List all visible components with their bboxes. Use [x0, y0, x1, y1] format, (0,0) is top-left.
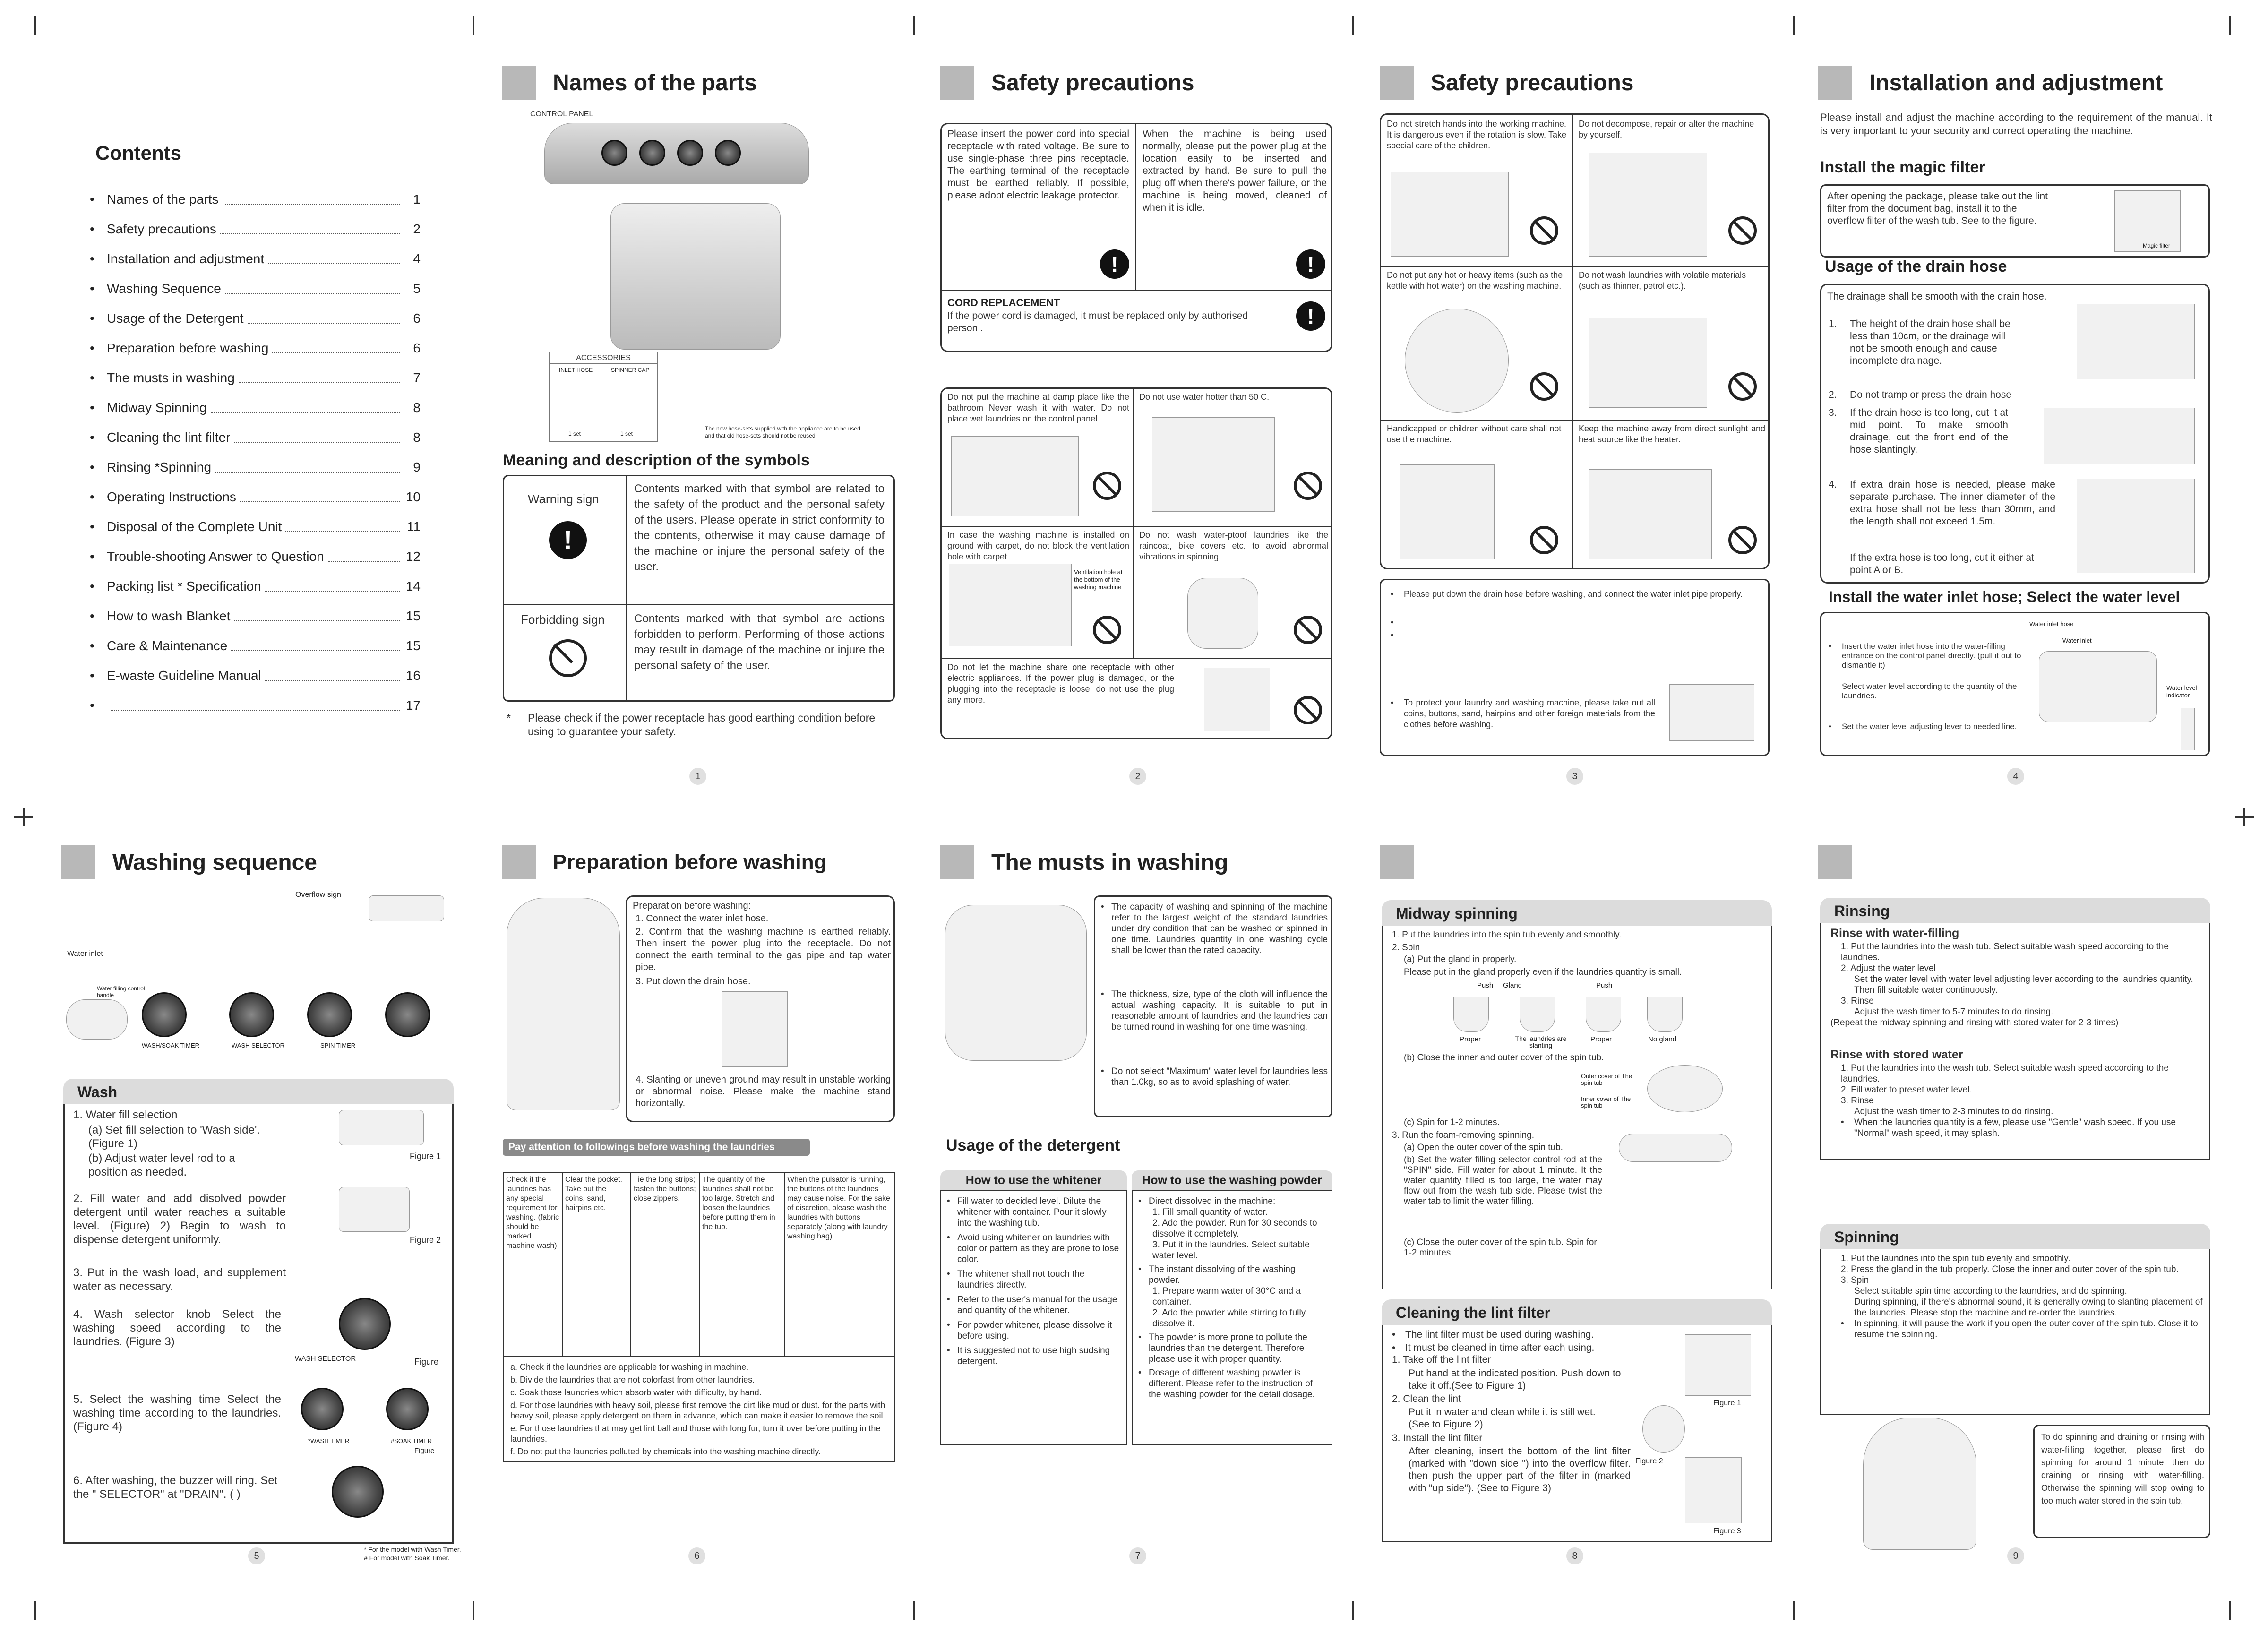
prep-2: 2. Confirm that the washing machine is earthed reliably. Then insert the power plug into the receptacle. Do not connect the earth terminal to the gas pipe and tap water pipe. — [636, 927, 891, 972]
symbols-title: Meaning and description of the symbols — [503, 451, 810, 469]
forbid-icon — [1530, 372, 1558, 401]
carpet-text: In case the washing machine is installed on ground with carpet, do not block the ventilation hole with carpet. — [947, 530, 1129, 561]
forbid-icon — [549, 639, 587, 677]
overflow-label: Overflow sign — [295, 891, 341, 899]
figure-1-illustration — [1685, 1334, 1751, 1396]
forbid-icon — [1530, 526, 1558, 554]
power-cord-box — [940, 123, 1332, 352]
water-inlet-label: Water inlet — [67, 950, 103, 958]
drain-step-2: 2. Do not tramp or press the drain hose — [1829, 389, 2012, 400]
figure-4-label: Figure — [414, 1447, 435, 1455]
rinse-water-list: 1. Put the laundries into the wash tub. Select suitable wash speed according to the laundries. 2. Adjust the water level Set the water level with water level adjusting lever according to the laundries quantity. Then fill suitable water continuously. 3. Rinse Adjust the wash timer to 5-7 minutes to do rinsing. (Repeat the midway spinning and rinsing with stored water for 2-3 times) — [1830, 942, 2193, 1028]
drain-step-4b: If the extra hose is too long, cut it either at point A or B. — [1850, 552, 2034, 576]
crop-mark — [34, 16, 36, 35]
mid-2a: (a) Put the gland in properly. — [1404, 954, 1517, 964]
hot-items-text: Do not put any hot or heavy items (such as the kettle with hot water) on the washing machine. — [1387, 270, 1563, 291]
inlet-step-1: • Insert the water inlet hose into the water-filling entrance on the control panel directly. (pull it out to dismantle it) — [1829, 642, 2021, 670]
toc-item[interactable]: • Safety precautions 2 — [90, 214, 421, 244]
crop-mark — [472, 1601, 474, 1620]
lint-header: Cleaning the lint filter — [1382, 1299, 1772, 1325]
step-4: 4. Wash selector knob Select the washing speed according to the laundries. (Figure 3) — [73, 1308, 281, 1348]
warning-icon: ! — [1296, 249, 1325, 279]
figure-1-label: Figure 1 — [410, 1152, 441, 1161]
mid-3: 3. Run the foam-removing spinning. — [1392, 1130, 1534, 1140]
handicapped-text: Handicapped or children without care shall not use the machine. — [1387, 424, 1562, 444]
wash-timer-label: *WASH TIMER — [308, 1437, 350, 1444]
step-6: 6. After washing, the buzzer will ring. Set the " SELECTOR" at "DRAIN". ( ) — [73, 1474, 278, 1501]
attn-list: a. Check if the laundries are applicable for washing in machine. b. Divide the laundries that are not colorfast from other laundries. c. Soak those laundries which absorb water with difficulty, by hand. d. For those laundries with heavy soil, please first remove the dirt like mud or dust. for the parts with heavy soil, please apply detergent on them in advance, which can make it easier to remove the soil. e. For those laundries that may get lint ball and those with long fur, turn it over before putting in the laundries. f. Do not put the laundries polluted by chemicals into the washing machine directly. — [510, 1362, 885, 1456]
forbid-label: Forbidding sign — [521, 612, 605, 627]
page-safety-2 — [1380, 64, 1805, 787]
mid-3c: (c) Close the outer cover of the spin tub. Spin for 1-2 minutes. — [1404, 1238, 1597, 1258]
figure-3-label: Figure — [414, 1357, 439, 1367]
push-label: Push — [1477, 981, 1494, 989]
page-rinsing — [1818, 843, 2243, 1566]
warning-label: Warning sign — [528, 492, 599, 506]
page-washing-sequence — [61, 843, 487, 1566]
hands-illustration — [1391, 172, 1509, 257]
gland-label: Gland — [1503, 981, 1522, 989]
toc-item[interactable]: • Names of the parts 1 — [90, 184, 421, 214]
spin-list: 1. Put the laundries into the spin tub evenly and smoothly. 2. Press the gland in the tub properly. Close the inner and outer cover of the spin tub. 3. Spin Select suitable spin time according to the laundries, and do spinning. During spinning, if there's abnormal sound, it is generally owing to slanting placement of the laundries. Please stop the machine and re-order the laundries. • In spinning, it will pause the work if you open the outer cover of the spin tub. Close it to resume the spinning. — [1841, 1254, 2203, 1340]
accessories-box — [549, 352, 658, 442]
rinse-stored-title: Rinse with stored water — [1830, 1048, 1963, 1061]
inlet-fig-label: Water inlet hose — [2029, 620, 2074, 627]
crop-mark — [2229, 16, 2231, 35]
knob-label-3: SPIN TIMER — [320, 1042, 356, 1049]
hot-water-illustration — [1152, 417, 1275, 512]
hose-note: The new hose-sets supplied with the appliance are to be used and that old hose-sets should not be reused. — [705, 425, 860, 439]
drain-step-3: 3. If the drain hose is too long, cut it at mid point. To make smooth drainage, cut the front end of the hose slantingly. — [1829, 407, 2008, 455]
page-number: 4 — [2007, 768, 2024, 785]
toc-item[interactable]: • Rinsing *Spinning 9 — [90, 452, 421, 482]
toc-item[interactable]: • Preparation before washing 6 — [90, 333, 421, 363]
spinning-box — [1820, 1249, 2210, 1415]
soak-timer-figure — [386, 1388, 429, 1430]
whitener-list: • Fill water to decided level. Dilute the whitener with container. Pour it slowly into the washing tub. • Avoid using whitener on laundries with color or pattern as they are prone to lose color. • The whitener shall not touch the laundries directly. • Refer to the user's manual for the usage and quantity of the whitener. • For powder whitener, please dissolve it before using. • It is suggested not to use high sudsing detergent. — [947, 1196, 1119, 1367]
volatile-text: Do not wash laundries with volatile materials (such as thinner, petrol etc.). — [1579, 270, 1746, 291]
foam-illustration — [1619, 1134, 1732, 1162]
toc-item[interactable]: • Usage of the Detergent 6 — [90, 303, 421, 333]
warning-icon: ! — [1100, 249, 1129, 279]
no-gland-label: No gland — [1648, 1035, 1677, 1043]
midway-header: Midway spinning — [1382, 900, 1772, 926]
lint-step-2: 2. Clean the lint — [1392, 1393, 1461, 1404]
mid-3b: (b) Set the water-filling selector control rod at the "SPIN" side. Fill water for about 1 minute. It the water quantity filled is too large, the water may flow out from the wash tub side. Please twist the water tab to limit the water filling. — [1404, 1155, 1602, 1206]
extra-knob — [385, 992, 430, 1037]
knob-label-1: WASH/SOAK TIMER — [142, 1042, 200, 1049]
washing-machine-illustration — [610, 203, 781, 350]
prep-3: 3. Put down the drain hose. — [636, 976, 751, 987]
page-midway-spinning — [1380, 843, 1805, 1566]
crop-mark — [1793, 1601, 1795, 1620]
rinse-stored-list: 1. Put the laundries into the wash tub. Select suitable wash speed according to the laundries. 2. Fill water to preset water level. 3. Rinse Adjust the wash timer to 2-3 minutes to do rinsing. • When the laundries quantity is a few, please use "Gentle" wash speed. If you use "Normal" wash speed, it may splash. — [1841, 1063, 2176, 1138]
lint-step-1: 1. Take off the lint filter — [1392, 1354, 1491, 1365]
forbid-icon — [1294, 696, 1322, 724]
toc-item[interactable]: • Trouble-shooting Answer to Question 12 — [90, 541, 421, 571]
page-names-of-parts — [502, 64, 927, 787]
toc-item[interactable]: • How to wash Blanket 15 — [90, 601, 421, 631]
page-number: 8 — [1566, 1547, 1583, 1564]
page-number: 2 — [1129, 768, 1146, 785]
notes-box — [1380, 579, 1770, 756]
crop-mark — [23, 808, 25, 826]
attn-col-4: The quantity of the laundries shall not be too large. Stretch and loosen the laundries before putting them in the tub. — [700, 1173, 785, 1356]
intro-text: Please install and adjust the machine according to the requirement of the manual. It is very important to your security and correct operating the machine. — [1820, 112, 2212, 137]
safety-grid — [1380, 113, 1770, 569]
page-number: 5 — [248, 1547, 265, 1564]
carpet-illustration — [949, 564, 1072, 646]
warning-icon: ! — [1296, 301, 1325, 331]
mid-3a: (a) Open the outer cover of the spin tub. — [1404, 1143, 1563, 1152]
soak-timer-label: #SOAK TIMER — [391, 1437, 432, 1444]
decompose-text: Do not decompose, repair or alter the machine by yourself. — [1579, 119, 1754, 139]
knob-label-2: WASH SELECTOR — [232, 1042, 284, 1049]
powder-box — [1132, 1190, 1332, 1445]
attention-box — [503, 1172, 895, 1462]
page-installation — [1818, 64, 2243, 787]
step-3: 3. Put in the wash load, and supplement water as necessary. — [73, 1266, 286, 1293]
note-box — [2033, 1425, 2210, 1538]
attention-banner: Pay attention to followings before washing the laundries — [503, 1139, 810, 1156]
outer-cover-label: Outer cover of The spin tub — [1581, 1073, 1632, 1086]
ventilation-note: Ventilation hole at the bottom of the washing machine — [1074, 568, 1123, 591]
lint-step-3: 3. Install the lint filter — [1392, 1433, 1483, 1444]
mid-2b: (b) Close the inner and outer cover of the spin tub. — [1404, 1053, 1604, 1063]
handle-label: Water filling control handle — [97, 985, 145, 998]
control-panel-illustration — [544, 123, 809, 184]
attn-col-5: When the pulsator is running, the buttons of the laundries may cause noise. For the sake of discretion, please wash the laundries with buttons separately (along with laundry washing bag). — [787, 1176, 890, 1240]
washing-girl-illustration — [945, 905, 1087, 1061]
overflow-illustration — [369, 895, 444, 921]
toc-item[interactable]: • Midway Spinning 8 — [90, 393, 421, 422]
attn-col-3: Tie the long strips; fasten the buttons; close zippers. — [631, 1173, 700, 1356]
control-panel-label: CONTROL PANEL — [530, 110, 593, 118]
rinsing-header: Rinsing — [1820, 898, 2210, 923]
forbid-icon — [1294, 472, 1322, 500]
filter-box — [1820, 184, 2210, 258]
drain-box — [1820, 284, 2210, 584]
inlet-fig-label-2: Water inlet — [2062, 637, 2092, 644]
figure-2-label: Figure 2 — [1635, 1457, 1663, 1465]
proper-label: Proper — [1460, 1035, 1481, 1043]
note-text: To do spinning and draining or rinsing with water-filling together, please first do spinning for around 1 minute, then do draining or rinsing with water-filling. Otherwise the spinning will stop owing to too much water stored in the spin tub. — [2041, 1432, 2204, 1505]
forbid-icon — [1728, 526, 1757, 554]
forbid-icon — [1728, 216, 1757, 245]
page-safety-1 — [940, 64, 1366, 787]
damp-place-box — [940, 387, 1332, 739]
crop-mark — [2229, 1601, 2231, 1620]
level-indicator-illustration — [2181, 708, 2195, 750]
sunlight-illustration — [1589, 469, 1712, 559]
toc-item[interactable]: • Washing Sequence 5 — [90, 274, 421, 303]
lint-step-2a: Put it in water and clean while it is still wet. (See to Figure 2) — [1409, 1407, 1596, 1430]
plug-illustration — [1204, 668, 1270, 731]
detergent-title: Usage of the detergent — [946, 1136, 1120, 1154]
waterproof-text: Do not wash water-ptoof laundries like the raincoat, bike covers etc. to avoid abnormal vibrations in spinning — [1139, 530, 1328, 561]
attn-col-2: Clear the pocket. Take out the coins, sand, hairpins etc. — [563, 1173, 631, 1356]
symbols-table — [503, 475, 895, 702]
stretch-hands-text: Do not stretch hands into the working machine. It is dangerous even if the rotation is slow. Take special care of the children. — [1387, 119, 1566, 150]
rinse-water-title: Rinse with water-filling — [1830, 927, 1959, 940]
page-title: The musts in washing — [991, 850, 1228, 875]
footnote: * Please check if the power receptacle has good earthing condition before using to guarantee your safety. — [507, 712, 876, 738]
mid-2: 2. Spin — [1392, 943, 1420, 953]
accessories-title: ACCESSORIES — [550, 352, 657, 364]
page-title: Washing sequence — [112, 850, 317, 875]
empty-bullet: • — [1391, 618, 1394, 627]
toc-item[interactable]: • The musts in washing 7 — [90, 363, 421, 393]
inlet-step-3: • Set the water level adjusting lever to needed line. — [1829, 722, 2017, 731]
page-title: Names of the parts — [553, 70, 757, 95]
inlet-hose-label: INLET HOSE — [559, 367, 593, 373]
extra-hose-illustration — [2077, 479, 2195, 573]
inlet-box — [1820, 612, 2210, 756]
cord-replacement-title: CORD REPLACEMENT — [947, 297, 1060, 309]
gland-proper-2 — [1586, 997, 1621, 1032]
drain-intro: The drainage shall be smooth with the drain hose. — [1827, 291, 2047, 302]
toc-item[interactable]: • E-waste Guideline Manual 16 — [90, 661, 421, 690]
machine-illustration — [722, 991, 788, 1067]
page-title: Preparation before washing — [553, 851, 827, 874]
plug-text: When the machine is being used normally, please put the power plug at the location easily to be inserted and extracted by hand. Be sure to pull the plug off when there's power failure, or the machine is being moved, cleaned of when it is idle. — [1143, 129, 1327, 213]
toc-item[interactable]: • 17 — [90, 690, 421, 720]
slanting-label: The laundries are slanting — [1515, 1035, 1567, 1049]
sunlight-text: Keep the machine away from direct sunlight and heat source like the heater. — [1579, 424, 1765, 444]
figure-3-label: Figure 3 — [1713, 1527, 1741, 1535]
powder-list: • Direct dissolved in the machine: 1. Fill small quantity of water. 2. Add the powder. Run for 30 seconds to dissolve it completely. 3. Put it in the laundries. Select suitable water level. • The instant dissolving of the washing powder. 1. Prepare warm water of 30°C and a container. 2. Add the powder while stirring to fully dissolve it. • The powder is more prone to pollute the laundries than the detergent. Therefore please use it with proper quantity. • Dosage of different washing powder is different. Please refer to the instruction of the washing powder for the detail dosage. — [1138, 1196, 1317, 1400]
foreign-materials-note: • To protect your laundry and washing machine, please take out all coins, buttons, sand, hairpins and other foreign materials from the clothes before washing. — [1391, 698, 1655, 729]
step-1b: (b) Adjust water level rod to a position as needed. — [88, 1152, 235, 1178]
contents-page — [61, 57, 439, 780]
cord-replacement-text: If the power cord is damaged, it must be replaced only by authorised person . — [947, 310, 1248, 334]
drain-step-1: 1. The height of the drain hose shall be less than 10cm, or the drainage will not be smooth enough and cause incomplete drainage. — [1829, 318, 2010, 366]
step-5: 5. Select the washing time Select the washing time according to the laundries. (Figure 4) — [73, 1393, 281, 1433]
petrol-illustration — [1589, 318, 1707, 408]
toc-item[interactable]: • Packing list * Specification 14 — [90, 571, 421, 601]
page-number: 7 — [1129, 1547, 1146, 1564]
empty-bullet: • — [1391, 630, 1394, 640]
spin-tub-illustration — [1647, 1065, 1723, 1112]
woman-laundry-illustration — [507, 898, 620, 1110]
hot-water-text: Do not use water hotter than 50 C. — [1139, 392, 1270, 402]
warning-icon: ! — [549, 521, 587, 559]
must-3: • Do not select "Maximum" water level for laundries less than 1.0kg, so as to avoid splashing of water. — [1101, 1066, 1328, 1087]
toc-item[interactable]: • Disposal of the Complete Unit 11 — [90, 512, 421, 541]
page-number: 1 — [689, 768, 706, 785]
spin-timer-knob — [307, 992, 352, 1037]
filter-fig-label: Magic filter — [2143, 242, 2171, 249]
forbid-text: Contents marked with that symbol are actions forbidden to perform. Performing of those actions may result in damage of the machine or injure the personal safety of the user. — [634, 612, 885, 672]
kettle-illustration — [1405, 309, 1509, 413]
filter-text: After opening the package, please take out the lint filter from the document bag, install it to the overflow filter of the wash tub. See to the figure. — [1827, 191, 2048, 226]
wash-selector-knob — [229, 992, 274, 1037]
midway-box — [1382, 926, 1772, 1289]
page-title: Safety precautions — [991, 70, 1194, 95]
inlet-illustration — [66, 999, 128, 1040]
drain-title: Usage of the drain hose — [1825, 258, 2007, 275]
contents-title: Contents — [95, 142, 181, 164]
crop-mark — [472, 16, 474, 35]
step-1a: (a) Set fill selection to 'Wash side'. (Figure 1) — [88, 1124, 260, 1150]
crop-mark — [1352, 1601, 1354, 1620]
inlet-hose-qty: 1 set — [568, 430, 581, 437]
receptacle-share-text: Do not let the machine share one receptacle with other electric appliances. If the power plug is damaged, or the plugging into the receptacle is loose, do not use the plug any more. — [947, 662, 1174, 705]
damp-place-text: Do not put the machine at damp place like the bathroom Never wash it with water. Do not place wet laundries on the control panel. — [947, 392, 1129, 423]
step-2: 2. Fill water and add disolved powder detergent until water reaches a suitable level. (Figure) 2) Begin to wash to dispense detergent uniformly. — [73, 1192, 286, 1246]
crop-mark — [913, 16, 915, 35]
crop-mark — [2243, 808, 2245, 826]
gland-proper — [1453, 997, 1489, 1032]
rinsing-box — [1820, 923, 2210, 1160]
forbid-icon — [1530, 216, 1558, 245]
lint-box — [1382, 1325, 1772, 1542]
spinner-cap-qty: 1 set — [620, 430, 633, 437]
page-number: 3 — [1566, 768, 1583, 785]
toc-item[interactable]: • Operating Instructions 10 — [90, 482, 421, 512]
attn-col-1: Check if the laundries has any special requirement for washing. (fabric should be marked machine wash) — [504, 1173, 563, 1356]
inner-cover-label: Inner cover of The spin tub — [1581, 1095, 1631, 1109]
forbid-icon — [1093, 472, 1121, 500]
page-musts — [940, 843, 1366, 1566]
figure-1-label: Figure 1 — [1713, 1399, 1741, 1407]
prep-4: 4. Slanting or uneven ground may result in unstable working or abnormal noise. Please make the machine stand horizontally. — [636, 1074, 891, 1109]
forbid-icon — [1093, 616, 1121, 644]
water-level-indicator-label: Water level indicator — [2166, 684, 2197, 699]
figure-1-illustration — [339, 1110, 424, 1145]
must-2: • The thickness, size, type of the cloth will influence the actual washing capacity. It is suitable to put in reasonable amount of laundries and the laundries can be turned round in washing for one time washing. — [1101, 989, 1328, 1032]
proper-label-2: Proper — [1590, 1035, 1612, 1043]
page-number: 9 — [2007, 1547, 2024, 1564]
crop-mark — [34, 1601, 36, 1620]
prep-1: 1. Connect the water inlet hose. — [636, 913, 769, 924]
powder-header: How to use the washing powder — [1132, 1170, 1332, 1190]
step-1: 1. Water fill selection — [73, 1109, 178, 1121]
mid-1: 1. Put the laundries into the spin tub evenly and smoothly. — [1392, 930, 1622, 940]
wash-box — [63, 1104, 454, 1544]
wash-selector-figure — [339, 1298, 391, 1350]
wash-selector-label: WASH SELECTOR — [295, 1355, 356, 1363]
mid-2c: (c) Spin for 1-2 minutes. — [1404, 1117, 1500, 1127]
spinner-cap-label: SPINNER CAP — [611, 367, 650, 373]
repair-illustration — [1589, 153, 1707, 257]
contents-list — [90, 184, 421, 720]
bathroom-illustration — [951, 436, 1079, 516]
lint-step-3a: After cleaning, insert the bottom of the lint filter (marked with "down side ") into the overflow filter. then push the upper part of the filter in (marked with "up side"). (See to Figure 3) — [1409, 1446, 1631, 1494]
warning-text: Contents marked with that symbol are related to the safety of the product and the personal safety of the users. Please operate in strict conformity to the contents, otherwise it may cause damage of the machine or injure the personal safety of the user. — [634, 482, 885, 573]
drain-selector-figure — [332, 1466, 384, 1518]
toc-item[interactable]: • Cleaning the lint filter 8 — [90, 422, 421, 452]
forbid-icon — [1728, 372, 1757, 401]
figure-3-illustration — [1685, 1457, 1742, 1523]
lint-bullet-2: • It must be cleaned in time after each using. — [1392, 1342, 1595, 1353]
footnote-1: * For the model with Wash Timer. — [364, 1546, 461, 1553]
push-label-2: Push — [1596, 981, 1613, 989]
inlet-illustration — [2039, 651, 2157, 722]
whitener-header: How to use the whitener — [940, 1170, 1127, 1190]
crop-mark — [1793, 16, 1795, 35]
wash-soak-timer-knob — [142, 992, 187, 1037]
crop-mark — [913, 1601, 915, 1620]
whitener-box — [940, 1190, 1127, 1445]
lint-bullet-1: • The lint filter must be used during washing. — [1392, 1329, 1594, 1340]
wash-timer-figure — [301, 1388, 344, 1430]
pointing-woman-illustration — [1863, 1418, 1976, 1550]
figure-2-label: Figure 2 — [410, 1235, 441, 1245]
drain-height-illustration — [2077, 304, 2195, 379]
receptacle-text: Please insert the power cord into special receptacle with rated voltage. Be sure to use single-phase three pins receptacle. The earthing terminal of the receptacle must be earthed reliably. If possible, please adopt electric leakage protector. — [947, 129, 1129, 201]
spinning-header: Spinning — [1820, 1224, 2210, 1249]
figure-2-illustration — [339, 1187, 410, 1232]
musts-box — [1094, 895, 1332, 1117]
footnote-2: # For model with Soak Timer. — [364, 1554, 450, 1562]
crop-mark — [1352, 16, 1354, 35]
drain-step-4: 4. If extra drain hose is needed, please make separate purchase. The inner diameter of the extra hose shall not be less than 30mm, and the length shall not exceed 1.5m. — [1829, 479, 2055, 527]
page-preparation — [502, 843, 927, 1566]
no-gland — [1647, 997, 1683, 1032]
coins-illustration — [1669, 684, 1754, 741]
drain-hose-note: • Please put down the drain hose before washing, and connect the water inlet pipe properly. — [1391, 589, 1743, 599]
toc-item[interactable]: • Care & Maintenance 15 — [90, 631, 421, 661]
page-number: 6 — [688, 1547, 705, 1564]
must-1: • The capacity of washing and spinning of the machine refer to the largest weight of the standard laundries under dry condition that can be washed or spinned in one time. Laundries quantity in one washing cycle shall be lower than the rated capacity. — [1101, 902, 1328, 955]
prep-title: Preparation before washing: — [633, 901, 751, 911]
lint-step-1a: Put hand at the indicated position. Push down to take it off.(See to Figure 1) — [1409, 1368, 1621, 1391]
filter-title: Install the magic filter — [1820, 158, 1985, 176]
wash-header: Wash — [63, 1079, 454, 1104]
page-title: Installation and adjustment — [1869, 70, 2163, 95]
page-title: Safety precautions — [1431, 70, 1634, 95]
gland-slanting — [1520, 997, 1555, 1032]
inlet-title: Install the water inlet hose; Select the water level — [1829, 588, 2180, 605]
hose-cut-illustration — [2044, 408, 2195, 464]
mid-2a2: Please put in the gland properly even if the laundries quantity is small. — [1404, 967, 1682, 977]
toc-item[interactable]: • Installation and adjustment 4 — [90, 244, 421, 274]
inlet-step-2: Select water level according to the quantity of the laundries. — [1842, 682, 2017, 700]
preparation-box — [626, 895, 895, 1122]
raincoat-illustration — [1187, 578, 1258, 649]
children-illustration — [1400, 464, 1495, 559]
figure-2-illustration — [1642, 1405, 1685, 1453]
forbid-icon — [1294, 616, 1322, 644]
